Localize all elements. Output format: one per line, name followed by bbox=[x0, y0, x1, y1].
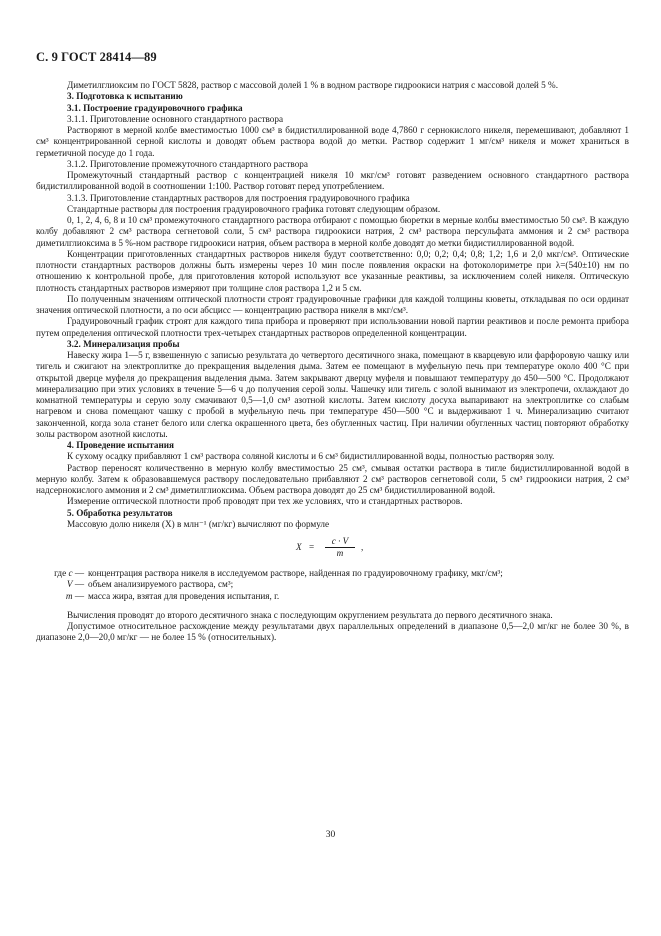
section-heading-3: 3. Подготовка к испытанию bbox=[67, 91, 183, 102]
section-heading-4: 4. Проведение испытания bbox=[67, 440, 175, 450]
paragraph-3-1-2: Промежуточный стандартный раствор с концентрацией никеля 10 мкг/см³ готовят разведением основного стандартного раствора бидистиллированной водой в соотношении 1:100. Раствор готовят перед употреблением. bbox=[36, 170, 629, 192]
section-heading-3-1: 3.1. Построение градуировочного графика bbox=[67, 102, 243, 113]
subsection-heading-3-1-2: 3.1.2. Приготовление промежуточного стандартного раствора bbox=[67, 158, 308, 169]
formula-definitions bbox=[36, 568, 629, 602]
formula-nickel-mass-fraction bbox=[36, 536, 629, 562]
definition-m bbox=[36, 591, 629, 602]
definition-prefix: где bbox=[54, 568, 67, 578]
formula-equals: = bbox=[309, 542, 315, 552]
paragraph-3-1-3c: Концентрации приготовленных стандартных растворов никеля будут соответственно: 0,0; 0,2; 0,4; 0,8; 1,2; 1,6 и 2,0 мкг/см³. Оптические плотности стандартных растворов должны быть измерены через 10 мин после появления окраски на фотоколориметре при λ=(540±10) нм по отношению к контрольной пробе, для приготовления которой используют все указанные реактивы, за исключением солей никеля. Оптическую плотность стандартных растворов измеряют при толщине слоя раствора 1,2 и 5 см. bbox=[36, 248, 629, 293]
definition-text: концентрация раствора никеля в исследуемом растворе, найденная по градуировочному графику, мкг/см³; bbox=[88, 568, 503, 578]
paragraph-3-1-1: Растворяют в мерной колбе вместимостью 1000 см³ в бидистиллированной воде 4,7860 г сернокислого никеля, перемешивают, добавляют 1 см³ концентрированной серной кислоты и доводят объем раствора водой до метки. Раствор содержит 1 мг/см³ никеля и может храниться в герметичной посуде до 1 года. bbox=[36, 125, 629, 158]
subsection-heading-3-1-1: 3.1.1. Приготовление основного стандартного раствора bbox=[67, 113, 284, 124]
formula-fraction bbox=[325, 536, 355, 559]
formula-trail: , bbox=[361, 542, 364, 552]
section-heading-3-2: 3.2. Минерализация пробы bbox=[67, 338, 180, 349]
definition-dash: — bbox=[74, 590, 84, 601]
paragraph-5a: Массовую долю никеля (X) в млн⁻¹ (мг/кг) вычисляют по формуле bbox=[67, 518, 330, 529]
subsection-heading-3-1-3: 3.1.3. Приготовление стандартных растворов для построения градуировочного графика bbox=[67, 192, 410, 203]
definition-text: объем анализируемого раствора, см³; bbox=[88, 579, 234, 590]
definition-v bbox=[36, 579, 629, 590]
paragraph-dimethylglyoxime: Диметилглиоксим по ГОСТ 5828, раствор с массовой долей 1 % в водном растворе гидроокиси натрия с массовой долей 5 %. bbox=[67, 80, 558, 90]
paragraph-3-1-3b: 0, 1, 2, 4, 6, 8 и 10 см³ промежуточного стандартного раствора отбирают с помощью бюретки в мерные колбы вместимостью 50 см³. В каждую колбу добавляют 2 см³ раствора сегнетовой соли, 5 см³ раствора гидроокиси натрия, 2 см³ раствора персульфата аммония и 2 см³ раствора диметилглиоксима в 5 %-ном растворе гидроокиси натрия, объем раствора в мерной колбе доводят до метки бидистиллированной водой. bbox=[36, 215, 629, 248]
paragraph-4b: Раствор переносят количественно в мерную колбу вместимостью 25 см³, смывая остатки раствора в тигле бидистиллированной водой в мерную колбу. Затем к образовавшемуся раствору последовательно прибавляют 2 см³ растворов сегнетовой соли, 5 см³ гидроокиси натрия, 2 см³ надсернокислого аммония и 2 см³ диметилглиоксима. Объем раствора доводят до 25 см³ бидистиллированной водой. bbox=[36, 462, 629, 495]
definition-c bbox=[36, 568, 629, 579]
definition-symbol: c bbox=[68, 568, 73, 578]
definition-symbol: m bbox=[65, 590, 73, 601]
paragraph-5c: Допустимое относительное расхождение между результатами двух параллельных определений в диапазоне 0,5—2,0 мг/кг не более 30 %, в диапазоне 2,0—20,0 мг/кг — не более 15 % (относительных). bbox=[36, 621, 629, 643]
page-header: С. 9 ГОСТ 28414—89 bbox=[36, 50, 157, 64]
page-number: 30 bbox=[325, 830, 336, 840]
section-heading-5: 5. Обработка результатов bbox=[67, 507, 173, 518]
formula-numerator: c · V bbox=[325, 536, 355, 548]
definition-text: масса жира, взятая для проведения испытания, г. bbox=[88, 590, 280, 601]
paragraph-5b: Вычисления проводят до второго десятичного знака с последующим округлением результата до первого десятичного знака. bbox=[67, 609, 553, 620]
document-body bbox=[36, 80, 629, 644]
paragraph-3-1-3e: Градуировочный график строят для каждого типа прибора и проверяют при использовании новой партии реактивов и после ремонта прибора путем определения оптической плотности трех-четырех стандартных растворов определенной концентрации. bbox=[36, 316, 629, 338]
paragraph-3-2: Навеску жира 1—5 г, взвешенную с записью результата до четвертого десятичного знака, помещают в кварцевую или фарфоровую чашку или тигель и сжигают на электроплитке до прекращения выделения дыма. Затем ее помещают в муфельную печь при температуре около 400 °С при открытой дверце муфеля до прекращения выделения дыма. Затем закрывают дверцу муфеля и повышают температуру до 450—500 °С. Продолжают минерализацию при этих условиях в течение 5—6 ч до получения серой золы. Чашечку или тигель с золой вынимают из электропечи, охлаждают до комнатной температуры и серую золу смачивают 0,5—1,0 см³ азотной кислоты. Затем кислоту досуха выпаривают на электроплитке со слабым нагревом и снова помещают чашку с пробой в муфельную печь при температуре 450—500 °С и выдерживают 1 ч. Минерализацию считают законченной, когда зола станет белого или слегка окрашенного цвета, без обугленных частиц. При наличии обугленных частиц повторяют обработку золы раствором азотной кислоты. bbox=[36, 350, 629, 439]
formula-denominator: m bbox=[336, 548, 344, 558]
definition-symbol: V bbox=[66, 579, 73, 590]
paragraph-3-1-3d: По полученным значениям оптической плотности строят градуировочные графики для каждой толщины кюветы, откладывая по оси ординат значения оптической плотности, а по оси абсцисс — концентрацию раствора никеля в мкг/см³. bbox=[36, 293, 629, 315]
definition-dash: — bbox=[74, 579, 84, 590]
paragraph-4a: К сухому осадку прибавляют 1 см³ раствора соляной кислоты и 6 см³ бидистиллированной воды, полностью растворяя золу. bbox=[67, 451, 555, 462]
paragraph-4c: Измерение оптической плотности проб проводят при тех же условиях, что и стандартных растворов. bbox=[67, 496, 463, 507]
paragraph-3-1-3a: Стандартные растворы для построения градуировочного графика готовят следующим образом. bbox=[67, 203, 441, 214]
definition-dash: — bbox=[74, 568, 84, 578]
formula-lhs: X bbox=[296, 542, 302, 552]
